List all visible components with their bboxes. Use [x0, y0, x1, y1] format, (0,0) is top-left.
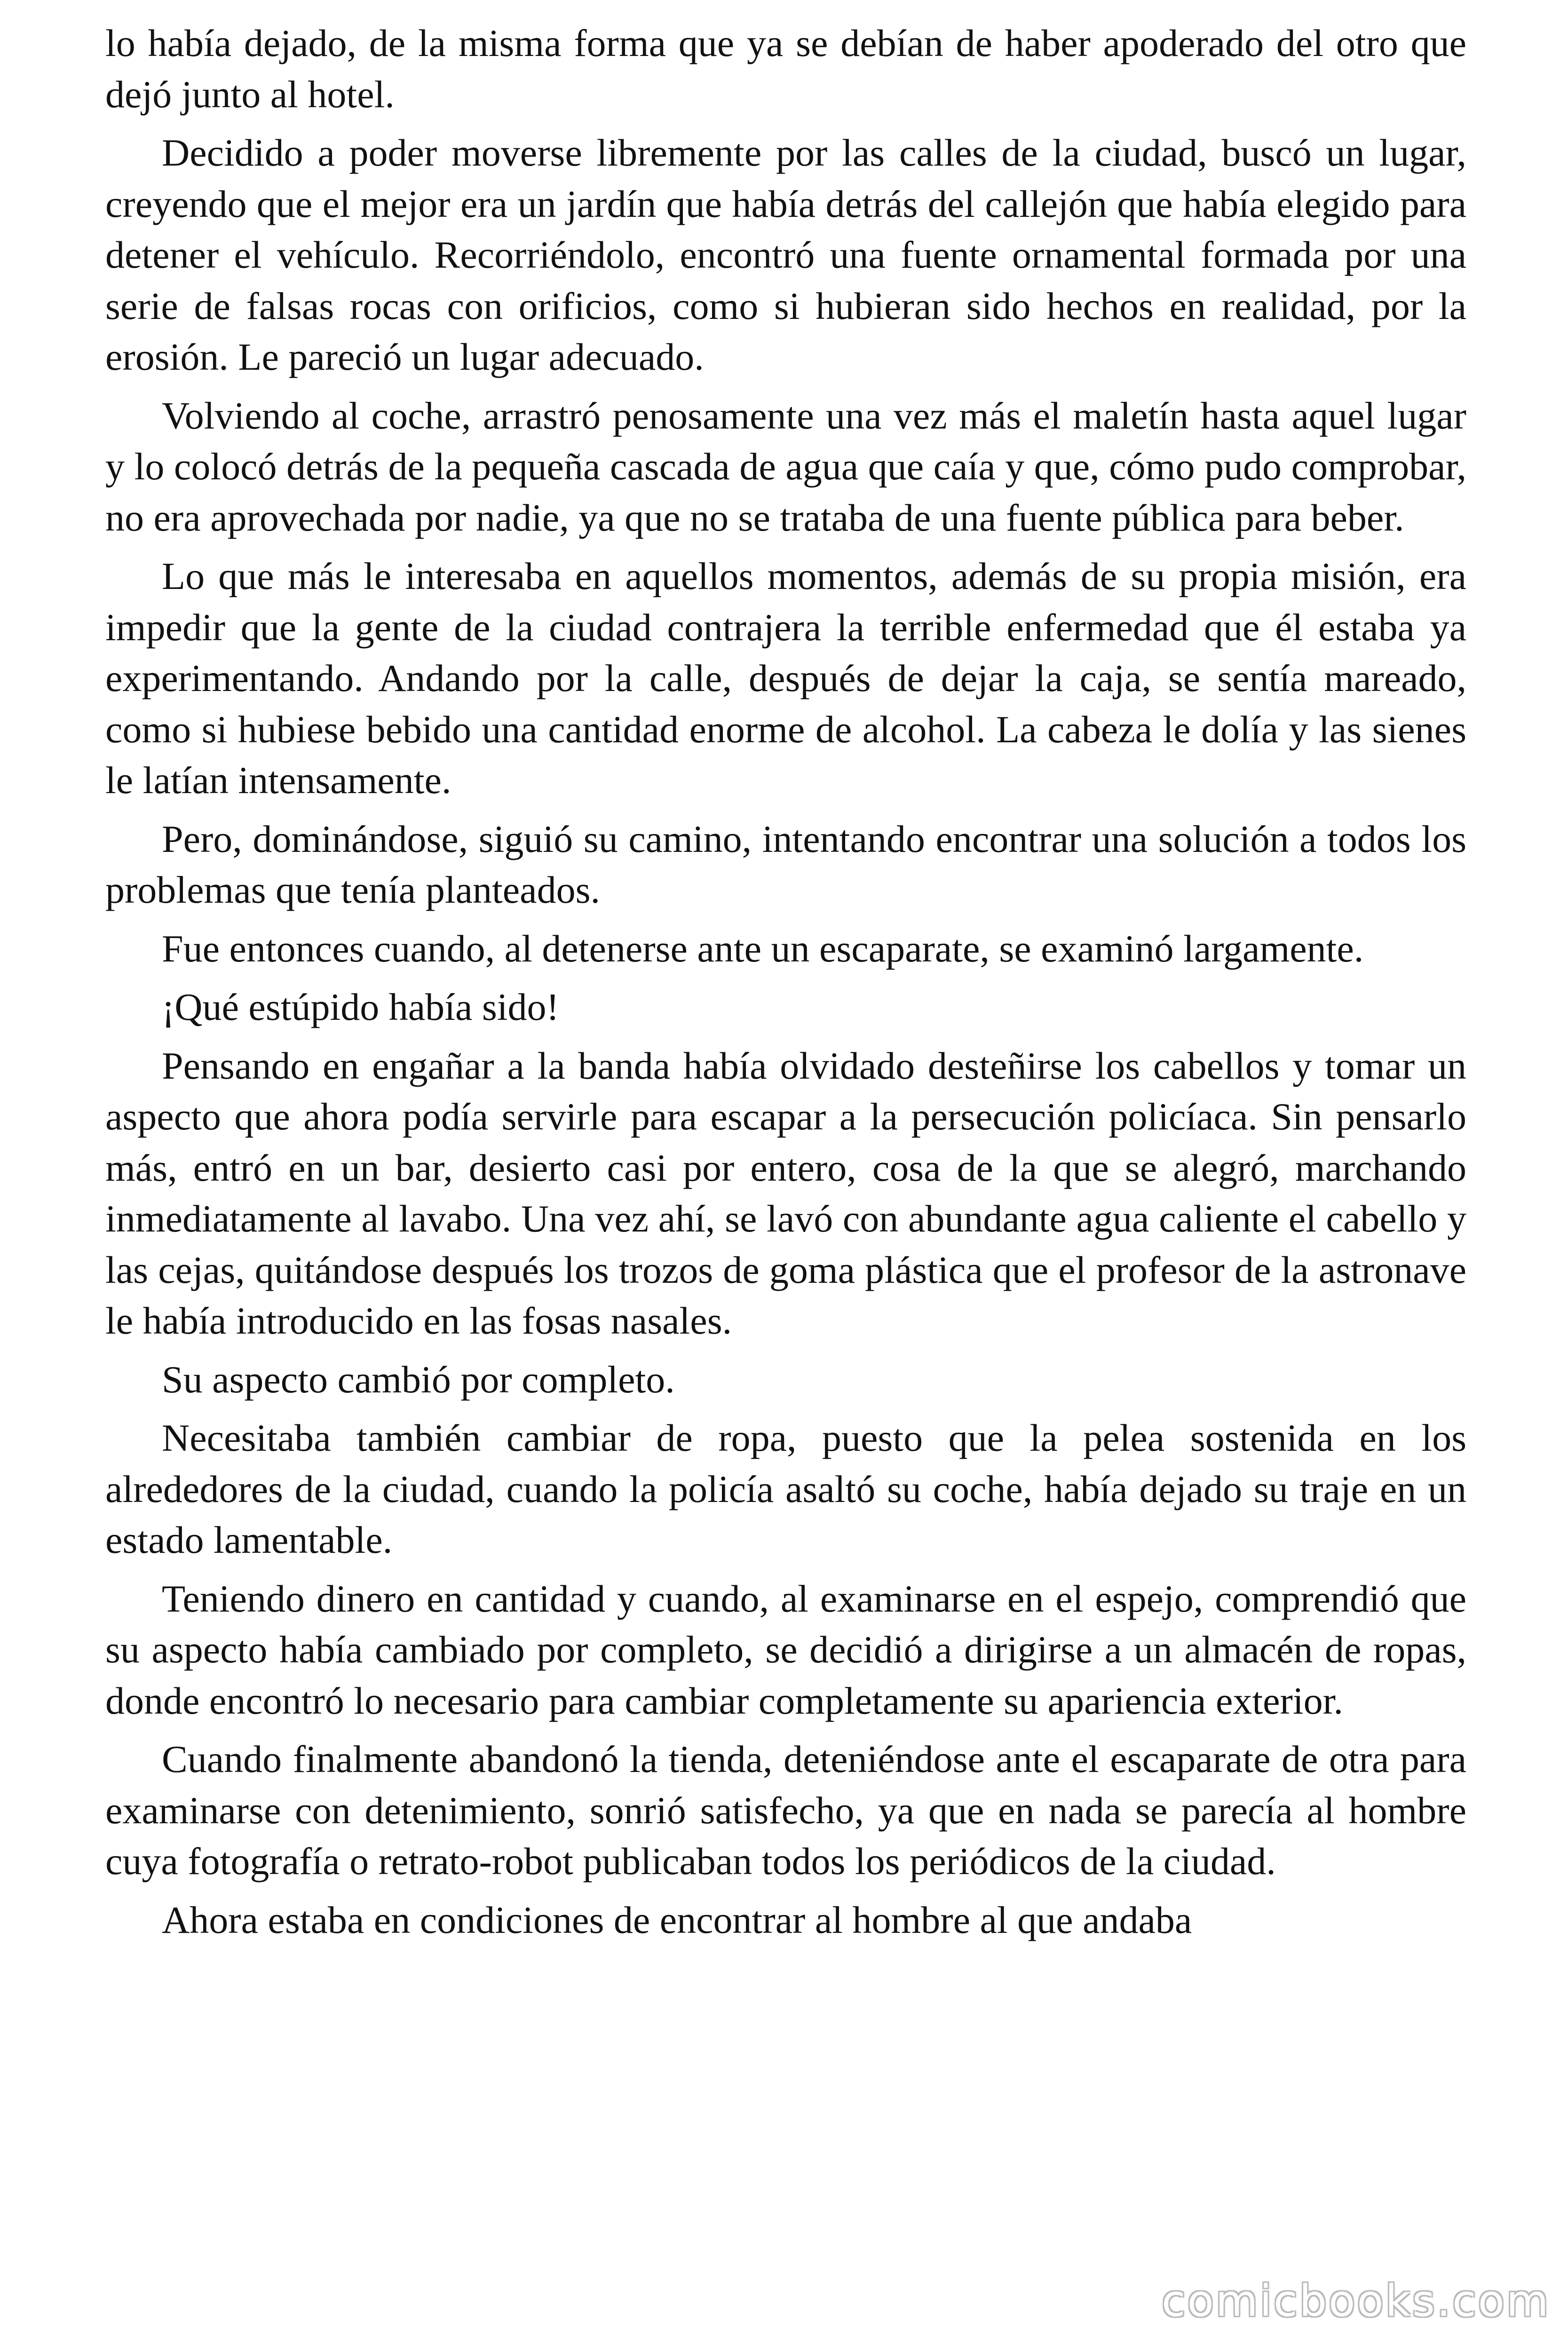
paragraph: Lo que más le interesaba en aquellos momentos, además de su propia misión, era impedir que la gente de la ciudad contrajera la terrible enfermedad que él estaba ya experimentando. Andando por la calle, después de dejar la caja, se sentía mareado, como si hubiese bebido una cantidad enorme de alcohol. La cabeza le dolía y las sienes le latían intensamente.	[105, 555, 1466, 802]
paragraph: Necesitaba también cambiar de ropa, puesto que la pelea sostenida en los alrededores de la ciudad, cuando la policía asaltó su coche, había dejado su traje en un estado lamentable.	[105, 1416, 1466, 1561]
paragraph-last: Ahora estaba en condiciones de encontrar al hombre al que andaba	[162, 1898, 1192, 1941]
paragraph: Su aspecto cambió por completo.	[162, 1358, 675, 1401]
paragraph: Fue entonces cuando, al detenerse ante un escaparate, se examinó largamente.	[162, 927, 1364, 970]
paragraph: ¡Qué estúpido había sido!	[162, 985, 559, 1028]
paragraph: Decidido a poder moverse libremente por las calles de la ciudad, buscó un lugar, creyendo que el mejor era un jardín que había detrás del callejón que había elegido para detener el vehículo. Recorriéndolo, encontró una fuente ornamental formada por una serie de falsas rocas con orificios, como si hubieran sido hechos en realidad, por la erosión. Le pareció un lugar adecuado.	[105, 131, 1466, 378]
paragraph: Volviendo al coche, arrastró penosamente una vez más el maletín hasta aquel lugar y lo colocó detrás de la pequeña cascada de agua que caía y que, cómo pudo comprobar, no era aprovechada por nadie, ya que no se trataba de una fuente pública para beber.	[105, 394, 1466, 539]
paragraph: Pero, dominándose, siguió su camino, intentando encontrar una solución a todos los problemas que tenía planteados.	[105, 817, 1466, 911]
paragraph: Pensando en engañar a la banda había olvidado desteñirse los cabellos y tomar un aspecto que ahora podía servirle para escapar a la persecución policíaca. Sin pensarlo más, entró en un bar, desierto casi por entero, cosa de la que se alegró, marchando inmediatamente al lavabo. Una vez ahí, se lavó con abundante agua caliente el cabello y las cejas, quitándose después los trozos de goma plástica que el profesor de la astronave le había introducido en las fosas nasales.	[105, 1044, 1466, 1342]
book-page-text	[105, 18, 1466, 1953]
paragraph: Teniendo dinero en cantidad y cuando, al examinarse en el espejo, comprendió que su aspecto había cambiado por completo, se decidió a dirigirse a un almacén de ropas, donde encontró lo necesario para cambiar completamente su apariencia exterior.	[105, 1577, 1466, 1722]
paragraph-continuation: lo había dejado, de la misma forma que ya se debían de haber apoderado del otro que dejó junto al hotel.	[105, 22, 1466, 116]
paragraph: Cuando finalmente abandonó la tienda, deteniéndose ante el escaparate de otra para examinarse con detenimiento, sonrió satisfecho, ya que en nada se parecía al hombre cuya fotografía o retrato-robot publicaban todos los periódicos de la ciudad.	[105, 1738, 1466, 1883]
watermark: comicbooks.com	[1162, 2276, 1551, 2326]
